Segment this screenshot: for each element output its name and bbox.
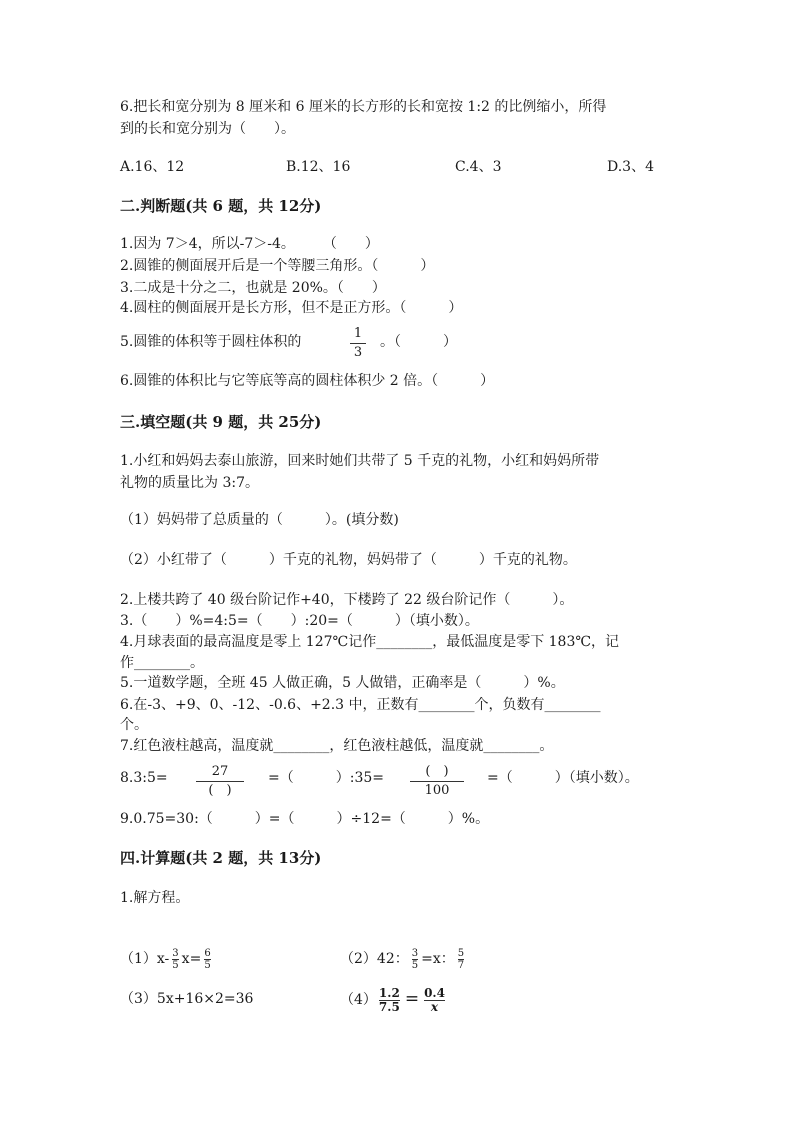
- fill-question-6-line1: 6.在-3、+9、0、-12、-0.6、+2.3 中，正数有________个，负数有________: [120, 697, 601, 713]
- fraction-bar: [410, 781, 464, 782]
- fraction-denominator: 5: [172, 959, 179, 971]
- section-heading-fill-blank: 三.填空题(共 9 题，共 25分): [120, 413, 322, 431]
- fraction-denominator: ( ): [208, 783, 232, 798]
- mc-question-6-line1: 6.把长和宽分别为 8 厘米和 6 厘米的长方形的长和宽按 1:2 的比例缩小，所得: [120, 99, 607, 115]
- fraction-0.4-x: [424, 987, 445, 1014]
- fill-question-3: 3.（ ）%=4:5=（ ）:20=（ ）（填小数）。: [120, 613, 479, 629]
- fraction-denominator: x: [430, 999, 439, 1014]
- fraction-3-5: [412, 948, 418, 971]
- equation-1-part-a: （1）x-: [120, 951, 170, 967]
- fraction-numerator: 0.4: [424, 985, 445, 1000]
- equation-1: [120, 946, 214, 972]
- equation-4: [340, 984, 447, 1015]
- judge-question-2: 2.圆锥的侧面展开后是一个等腰三角形。（ ）: [120, 258, 435, 274]
- fraction-denominator: 7.5: [378, 999, 400, 1014]
- section-heading-judgement: 二.判断题(共 6 题，共 12分): [120, 197, 322, 215]
- equation-2: [340, 946, 467, 972]
- fraction-numerator: 3: [172, 947, 179, 959]
- judge-question-6: 6.圆锥的体积比与它等底等高的圆柱体积少 2 倍。（ ）: [120, 373, 495, 389]
- section-heading-calculation: 四.计算题(共 2 题，共 13分): [120, 849, 322, 867]
- fill-question-1-line1: 1.小红和妈妈去泰山旅游，回来时她们共带了 5 千克的礼物，小红和妈妈所带: [120, 453, 600, 469]
- fraction-numerator: 6: [204, 947, 211, 959]
- fraction-5-7: [458, 948, 464, 971]
- equation-3: （3）5x+16×2=36: [120, 991, 254, 1007]
- fraction-6-5: [204, 948, 210, 971]
- judge-question-5-prefix: 5.圆锥的体积等于圆柱体积的: [120, 334, 302, 350]
- fraction-denominator: 100: [424, 783, 450, 798]
- option-d: D.3、4: [607, 159, 654, 175]
- fill-question-1-line2: 礼物的质量比为 3:7。: [120, 475, 259, 491]
- equation-2-part-b: =x：: [421, 951, 455, 967]
- fill-question-5: 5.一道数学题，全班 45 人做正确，5 人做错，正确率是（ ）%。: [120, 675, 565, 691]
- fraction-numerator: ( ): [425, 764, 449, 779]
- fill-question-8-suffix: =（ ）（填小数）。: [487, 770, 639, 786]
- option-c: C.4、3: [455, 159, 502, 175]
- option-b: B.12、16: [286, 159, 351, 175]
- fraction-bar: [196, 781, 244, 782]
- fill-question-4-line1: 4.月球表面的最高温度是零上 127℃记作________，最低温度是零下 183℃，记: [120, 634, 620, 650]
- equation-1-part-b: x=: [181, 951, 202, 967]
- fraction-numerator: 5: [457, 947, 465, 959]
- mc-question-6-line2: 到的长和宽分别为（ ）。: [120, 121, 295, 137]
- fraction-1.2-7.5: [379, 987, 400, 1014]
- fraction-numerator: 1: [353, 326, 363, 341]
- judge-question-4: 4.圆柱的侧面展开是长方形，但不是正方形。（ ）: [120, 300, 463, 316]
- fraction-bar: [350, 343, 366, 344]
- fraction-numerator: 3: [411, 947, 419, 959]
- fraction-blank-over-100: [410, 764, 464, 799]
- fill-question-6-line2: 个。: [120, 717, 148, 733]
- fraction-denominator: 5: [204, 959, 211, 971]
- equation-2-part-a: （2）42：: [340, 951, 409, 967]
- judge-question-3: 3.二成是十分之二，也就是 20%。（ ）: [120, 280, 386, 296]
- fraction-denominator: 3: [353, 345, 363, 360]
- fraction-denominator: 5: [411, 959, 419, 971]
- option-a: A.16、12: [120, 159, 185, 175]
- judge-question-5-suffix: 。（ ）: [380, 334, 457, 350]
- fraction-numerator: 27: [211, 764, 229, 779]
- fill-question-4-line2: 作________。: [120, 655, 204, 671]
- fill-question-1-sub2: （2）小红带了（ ）千克的礼物，妈妈带了（ ）千克的礼物。: [120, 552, 577, 568]
- judge-question-1: 1.因为 7＞4，所以-7＞-4。 （ ）: [120, 236, 379, 252]
- fraction-3-5: [172, 948, 178, 971]
- fill-question-7: 7.红色液柱越高，温度就________，红色液柱越低，温度就________。: [120, 738, 554, 754]
- fill-question-9: 9.0.75=30:（ ）=（ ）÷12=（ ）%。: [120, 811, 490, 827]
- equation-4-part-a: （4）: [340, 992, 377, 1008]
- fill-question-1-sub1: （1）妈妈带了总质量的（ ）。(填分数): [120, 512, 399, 528]
- fill-question-8-prefix: 8.3:5=: [120, 770, 168, 786]
- fill-question-2: 2.上楼共跨了 40 级台阶记作+40，下楼跨了 22 级台阶记作（ ）。: [120, 592, 574, 608]
- fraction-numerator: 1.2: [378, 985, 400, 1000]
- fraction-one-third: [350, 326, 366, 361]
- fraction-denominator: 7: [457, 959, 465, 971]
- calc-question-1: 1.解方程。: [120, 890, 190, 906]
- equals-sign: =: [404, 989, 420, 1009]
- fill-question-8-middle: =（ ）:35=: [268, 770, 384, 786]
- fraction-27-over-blank: [196, 764, 244, 799]
